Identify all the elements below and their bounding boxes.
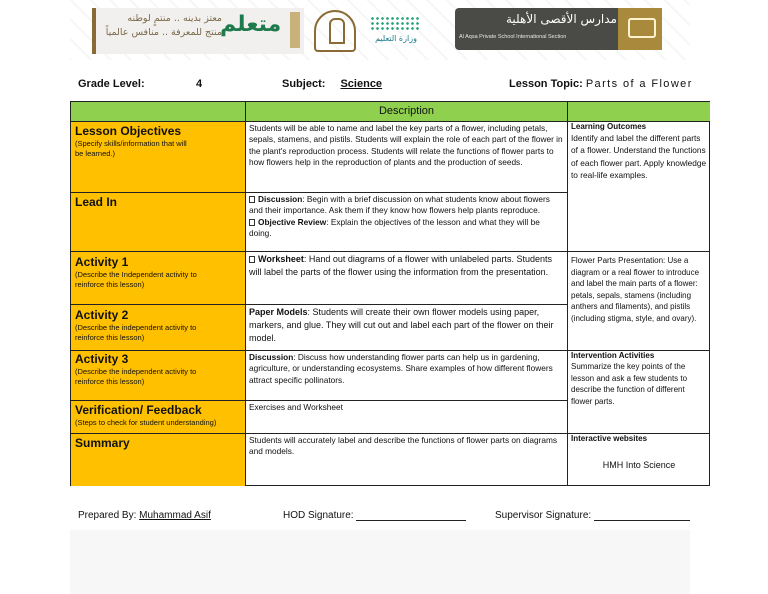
desc-text: : Explain the objectives of the lesson and what they will be doing. [249,216,540,239]
row-note: (Describe the Independent activity to reinforce this lesson) [75,270,197,289]
side-head: Intervention Activities [571,351,655,360]
aqsa-emblem-icon [314,10,356,52]
hmh-link[interactable]: HMH Into Science [602,460,676,470]
school-name-ar: مدارس الأقصى الأهلية [506,12,617,26]
hod-signature [283,510,466,521]
row-desc-verification: Exercises and Worksheet [246,401,568,434]
desc-key: Discussion [258,194,303,204]
row-desc-activity-3 [246,351,568,401]
desc-key: Discussion [249,352,294,362]
row-label-activity-2 [71,305,246,351]
side-interactive-websites [568,434,710,486]
side-body: Identify and label the different parts of a flower. Understand the functions of each flower part. Apply knowledge to real-life examples. [571,133,707,181]
desc-key: Objective Review [258,216,327,227]
row-desc-activity-1 [246,252,568,305]
description-header: Description [246,102,568,122]
desc-key: Paper Models [249,307,308,317]
row-title: Verification/ Feedback [75,403,202,417]
subject-value: Science [340,78,383,90]
school-name-en: Al Aqsa Private School International Section [459,34,567,40]
checkbox-icon [249,256,255,263]
side-body: Summarize the key points of the lesson and ask a few students to describe the function of different flower parts. [571,362,688,406]
prepared-label: Prepared By: [78,510,137,521]
supervisor-label: Supervisor Signature: [495,510,592,521]
row-title: Lesson Objectives [75,124,182,138]
row-desc-summary: Students will accurately label and describe the functions of flower parts on diagrams and models. [246,434,568,486]
motto-line-1: معتز بدينه .. منتمٍ لوطنه [127,13,222,24]
row-label-activity-1 [71,252,246,305]
checkbox-icon [249,196,255,203]
grade-level [78,78,145,90]
ministry-dots-icon [370,16,420,32]
grade-value: 4 [196,78,203,90]
header-blank-cell [71,102,246,122]
subject [282,78,382,90]
topic-label: Lesson Topic: [509,78,583,90]
row-desc-lead-in [246,193,568,252]
footer-background-shade [70,530,690,594]
checkbox-icon [249,219,255,226]
desc-text: : Begin with a brief discussion on what students know about flowers and their importance. Ask them if they know how flowers help plants reproduce. [249,194,550,216]
motto-line-2: منتج للمعرفة .. منافس عالمياً [105,27,222,38]
supervisor-signature-line[interactable] [594,511,690,521]
row-note: (Describe the independent activity to reinforce this lesson) [75,323,197,342]
desc-text: : Discuss how understanding flower parts can help us in gardening, agriculture, or understanding ecosystems. Share examples of how different flowers attract specific pollinators. [249,352,553,385]
side-body: Flower Parts Presentation: Use a diagram or a real flower to introduce and label the main parts of a flower: petals, sepals, stamens (including anthers and filaments), and pistils (including stigma, style, and ovary). [571,256,700,323]
lesson-topic [509,78,693,90]
prepared-by [78,510,211,521]
school-banner [455,8,662,50]
prepared-name: Muhammad Asif [139,510,211,521]
subject-label: Subject: [282,78,326,90]
lesson-plan-table [70,101,710,486]
row-desc-lesson-objectives: Students will be able to name and label the key parts of a flower, including petals, sepals, stamens, and pistils. Students will explain the role of each part of the flower in the plant's reproduction process. Students will relate the functions of flower parts to how flowers help in the reproduction of plants and the production of seeds. [246,122,568,193]
ministry-logo [314,8,426,54]
row-title: Activity 1 [75,255,129,269]
side-flower-presentation [568,252,710,351]
row-label-activity-3 [71,351,246,401]
hod-signature-line[interactable] [356,511,466,521]
side-head: Interactive websites [571,434,648,443]
desc-text: : Students will create their own flower models using paper, markers, and glue. They will cut out and label each part of the flower on their model. [249,307,554,343]
motto-tag-icon [290,12,300,48]
supervisor-signature [495,510,690,521]
row-note: (Specify skills/information that will be learned.) [75,139,187,158]
row-title: Summary [75,436,130,450]
header-side-cell [568,102,710,122]
side-head: Learning Outcomes [571,122,647,131]
desc-key: Worksheet [258,254,304,264]
row-label-summary [71,434,246,486]
row-label-verification [71,401,246,434]
row-title: Lead In [75,195,118,209]
row-title: Activity 2 [75,308,129,322]
hod-label: HOD Signature: [283,510,354,521]
row-label-lesson-objectives [71,122,246,193]
side-intervention [568,351,710,434]
topic-value: Parts of a Flower [585,78,693,90]
brand-word: متعلم [220,12,282,37]
motto-banner [92,8,304,54]
row-desc-activity-2 [246,305,568,351]
desc-text: : Hand out diagrams of a flower with unlabeled parts. Students will label the parts of the flower using the information from the presentation. [249,254,553,277]
row-note: (Describe the independent activity to reinforce this lesson) [75,367,197,386]
row-title: Activity 3 [75,352,129,366]
grade-label: Grade Level: [78,78,145,90]
row-label-lead-in [71,193,246,252]
page-header [92,8,662,54]
school-badge-icon [618,8,662,50]
side-learning-outcomes [568,122,710,252]
ministry-name: وزارة التعليم [375,34,417,43]
row-note: (Steps to check for student understanding) [75,418,217,427]
